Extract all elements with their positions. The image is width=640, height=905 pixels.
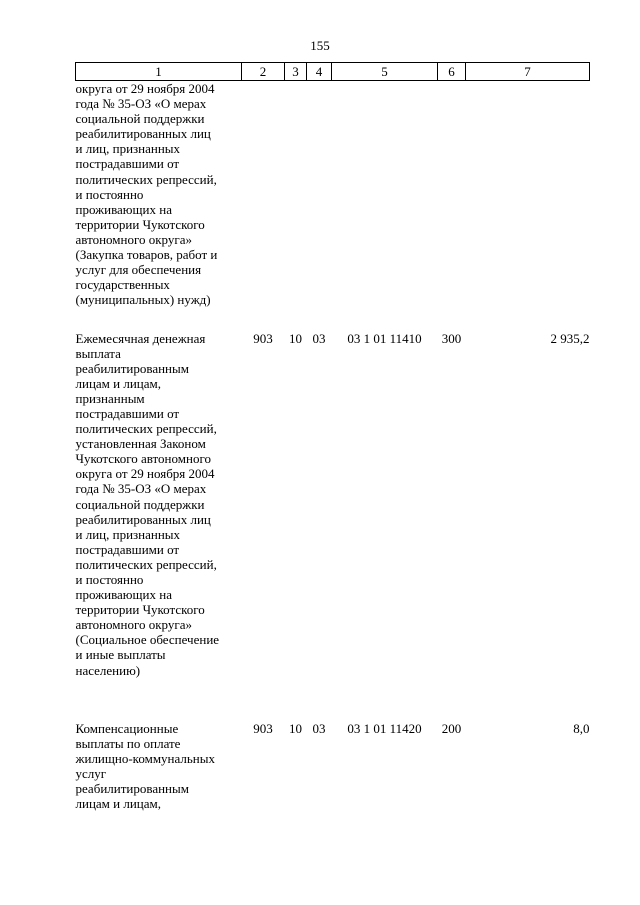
amount-cell [466, 81, 590, 331]
row-name-line: автономного округа» [75, 617, 192, 633]
column-header: 5 [332, 63, 438, 81]
expense-type-code [438, 81, 466, 331]
row-name-line: проживающих на [75, 587, 172, 603]
row-name-line: пострадавшими от [75, 156, 180, 172]
row-name-line: пострадавшими от [75, 541, 180, 557]
table-row [76, 721, 590, 831]
column-header: 7 [466, 63, 590, 81]
amount-cell: 2 935,2 [550, 330, 590, 346]
row-name-line: лицам и лицам, [75, 375, 162, 391]
row-name-line: автономного округа» [75, 231, 192, 247]
subsection-code: 03 [312, 720, 326, 736]
row-name-line: жилищно-коммунальных [75, 750, 215, 766]
row-name-line: территории Чукотского [75, 602, 205, 618]
row-name-cell [76, 81, 242, 331]
row-name-line: выплата [75, 345, 121, 361]
row-name-line: государственных [75, 277, 170, 293]
column-header: 2 [242, 63, 285, 81]
row-name-line: политических репрессий, [75, 421, 217, 437]
row-name-line: пострадавшими от [75, 405, 180, 421]
column-header: 3 [285, 63, 307, 81]
row-name-line: социальной поддержки [75, 496, 205, 512]
row-name-line: округа от 29 ноября 2004 [75, 81, 215, 96]
ministry-code: 903 [253, 330, 273, 346]
ministry-code: 903 [253, 720, 273, 736]
row-name-line: и постоянно [75, 572, 144, 587]
row-name-line: политических репрессий, [75, 556, 217, 572]
row-name-line: реабилитированным [75, 360, 189, 376]
column-header: 4 [307, 63, 332, 81]
table-row [76, 331, 590, 721]
row-name-line: и лиц, признанных [75, 141, 181, 157]
row-name-cell [76, 721, 242, 831]
page-number: 155 [310, 38, 330, 53]
row-name-line: и лиц, признанных [75, 526, 181, 542]
row-name-line: (Социальное обеспечение [75, 632, 220, 648]
subsection-code [307, 81, 332, 331]
row-name-line: (муниципальных) нужд) [75, 292, 211, 308]
row-name-line: и иные выплаты [75, 647, 166, 663]
row-name-line: реабилитированных лиц [75, 511, 211, 527]
row-name-line: социальной поддержки [75, 111, 205, 127]
row-name-line: (Закупка товаров, работ и [75, 247, 218, 263]
table-row [76, 81, 590, 331]
subsection-code: 03 [312, 330, 326, 346]
row-name-line: Чукотского автономного [75, 451, 211, 467]
table-header-row [76, 63, 590, 81]
budget-table [75, 62, 590, 831]
row-name-line: проживающих на [75, 201, 172, 217]
row-name-line: выплаты по оплате [75, 735, 181, 751]
row-name-line: округа от 29 ноября 2004 [75, 466, 215, 482]
row-name-line: услуг для обеспечения [75, 262, 202, 278]
section-code [285, 81, 307, 331]
amount-cell: 8,0 [573, 720, 590, 736]
row-name-line: политических репрессий, [75, 171, 217, 187]
row-name-cell [76, 331, 242, 721]
row-name-line: территории Чукотского [75, 216, 205, 232]
row-name-line: лицам и лицам, [75, 795, 162, 811]
row-name-line: установленная Законом [75, 436, 206, 452]
row-name-line: услуг [75, 765, 107, 781]
row-name-line: Компенсационные [75, 720, 179, 736]
row-name-line: реабилитированным [75, 780, 189, 796]
column-header: 1 [76, 63, 242, 81]
expense-type-code: 300 [441, 330, 462, 346]
expense-type-code: 200 [441, 720, 462, 736]
row-name-line: Ежемесячная денежная [75, 330, 206, 346]
section-code: 10 [289, 720, 302, 736]
target-article-code [332, 81, 438, 331]
row-name-line: года № 35-ОЗ «О мерах [75, 96, 207, 112]
section-code: 10 [289, 330, 302, 346]
row-name-line: реабилитированных лиц [75, 126, 211, 142]
table-body [76, 81, 590, 831]
target-article-code: 03 1 01 11420 [347, 720, 422, 736]
target-article-code: 03 1 01 11410 [347, 330, 422, 346]
row-name-line: года № 35-ОЗ «О мерах [75, 481, 207, 497]
row-name-line: и постоянно [75, 186, 144, 202]
row-name-line: населению) [75, 662, 141, 678]
row-name-line: признанным [75, 390, 145, 406]
column-header: 6 [438, 63, 466, 81]
ministry-code [242, 81, 285, 331]
